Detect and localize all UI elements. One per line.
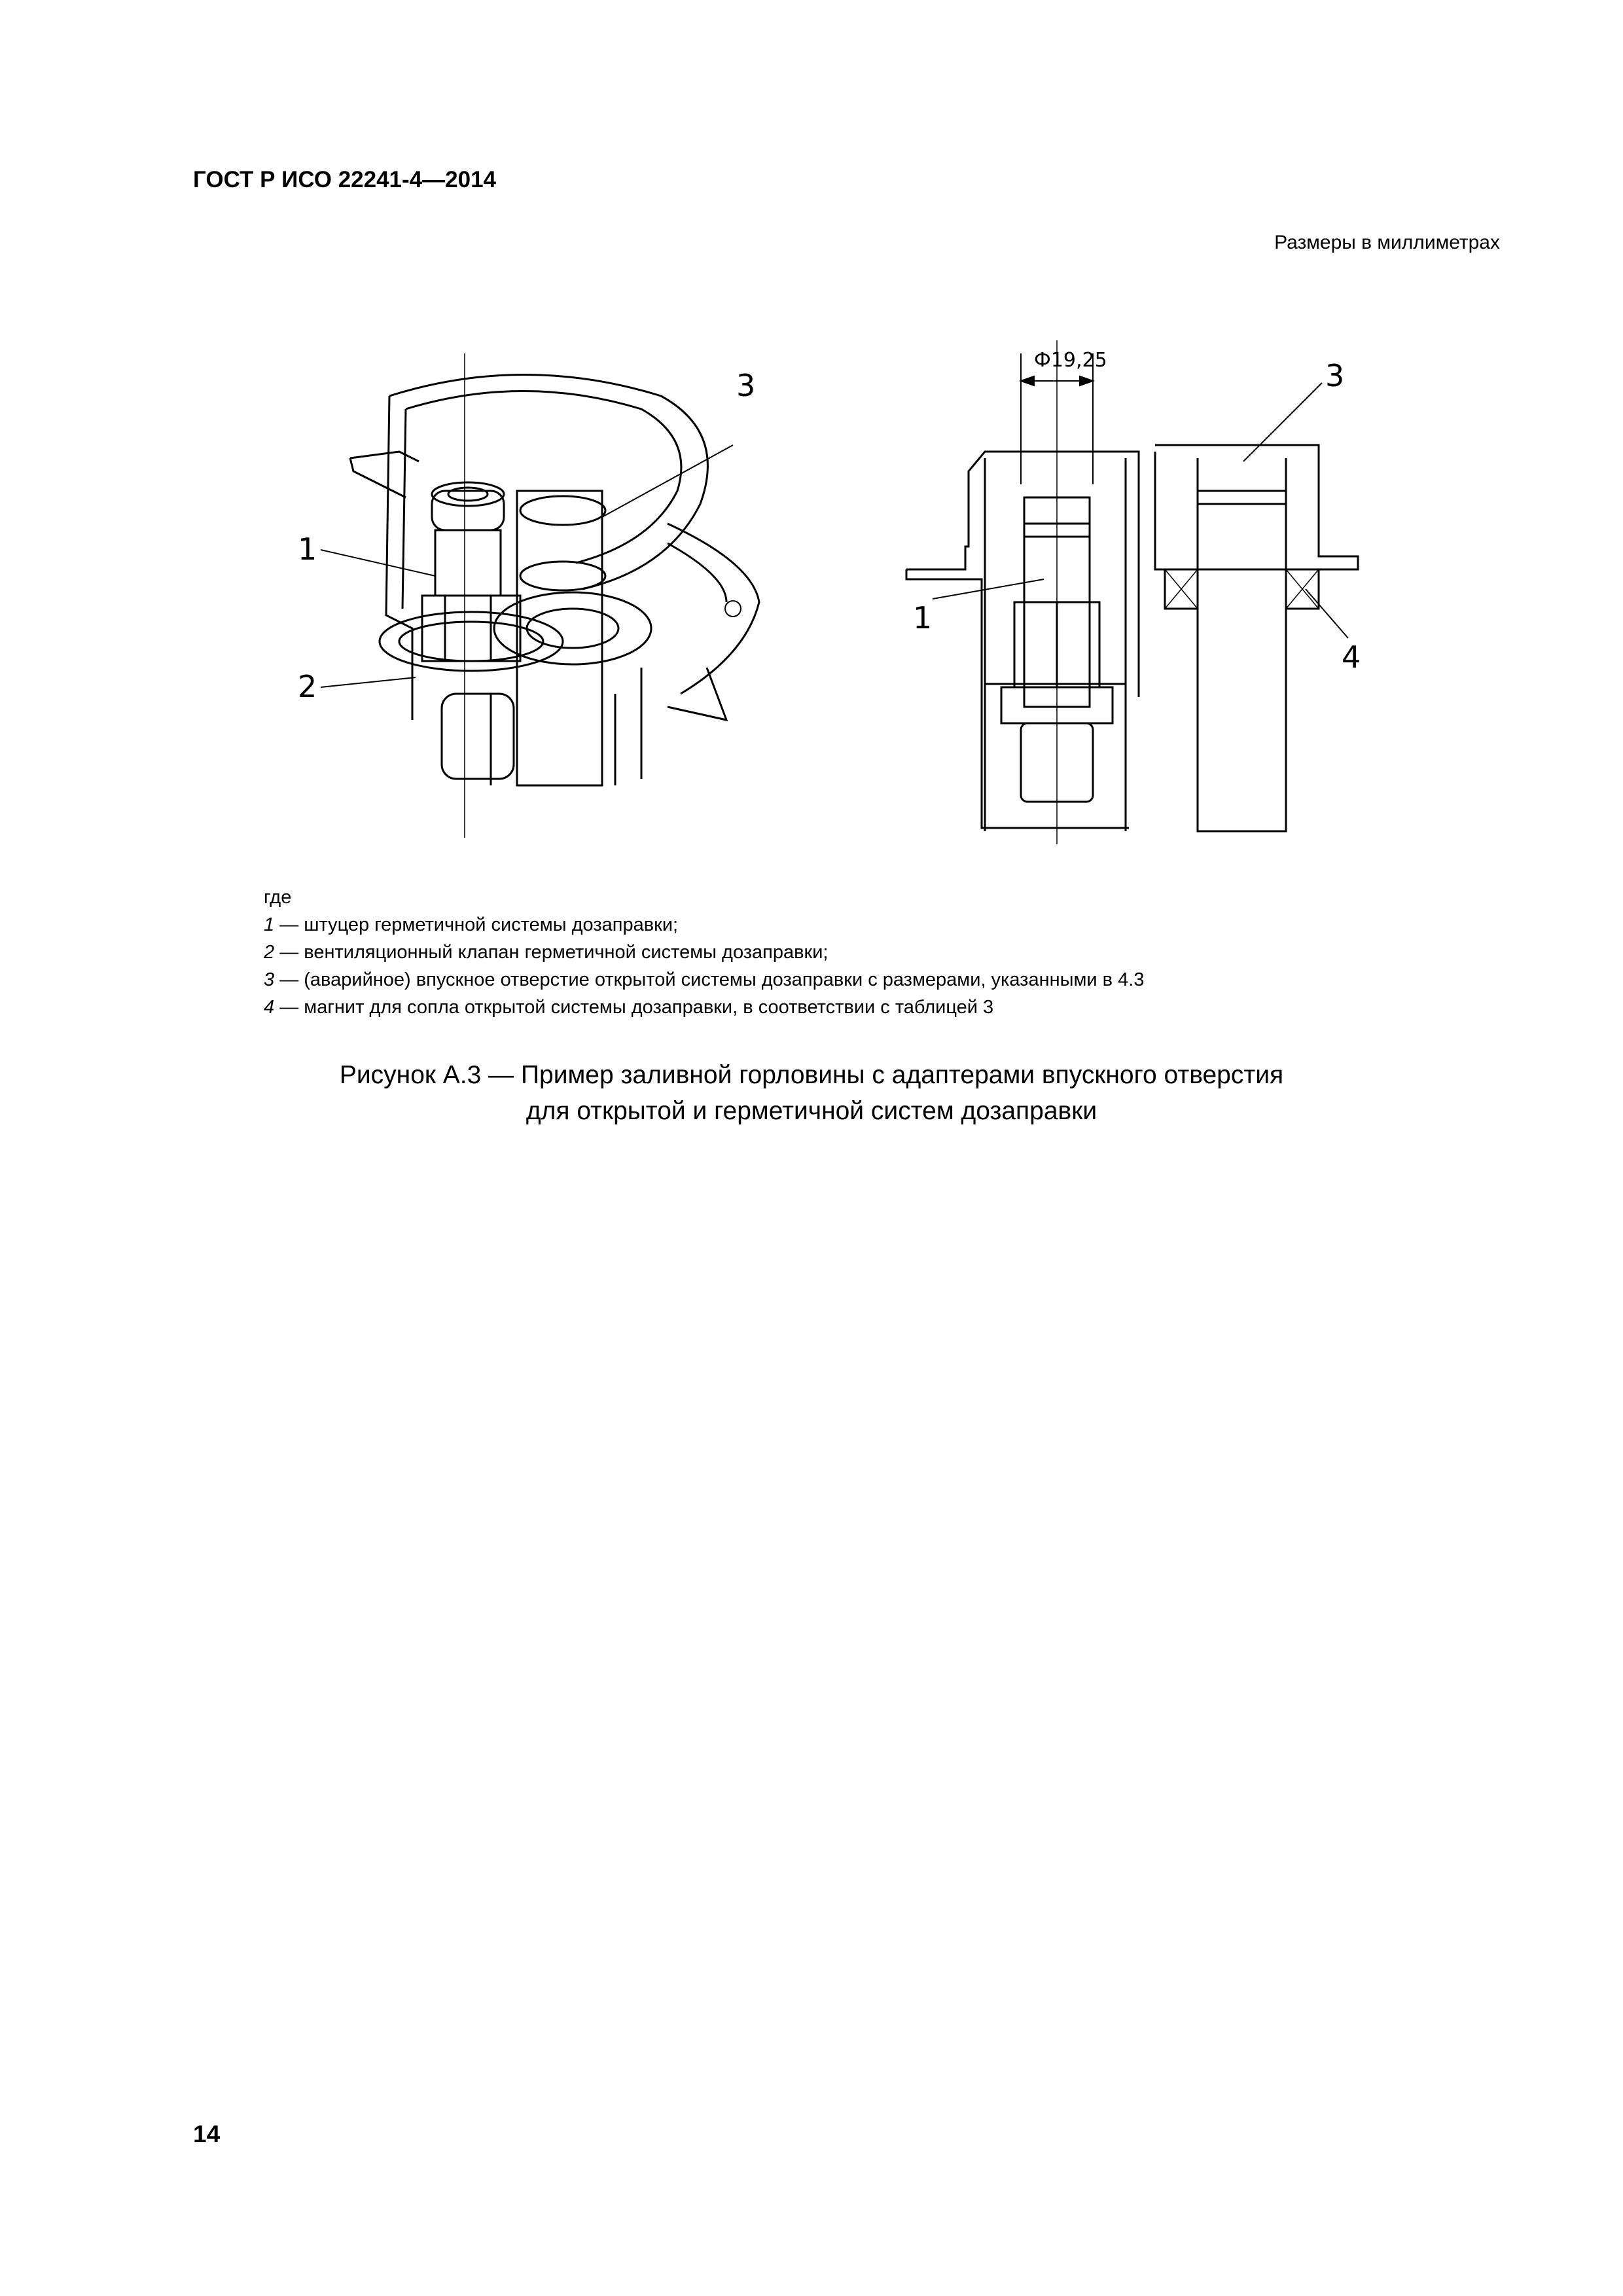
left-view-callouts (321, 445, 733, 687)
legend-item-text: — вентиляционный клапан герметичной системы дозаправки; (274, 942, 829, 963)
diameter-dimension: Ф19,25 (1034, 349, 1107, 372)
callout-1-left: 1 (298, 531, 317, 567)
filler-neck-figure (275, 327, 1400, 851)
legend-item-number: 1 (264, 914, 275, 935)
leader-line-3-right (1243, 383, 1322, 461)
legend-intro: где (264, 887, 292, 908)
legend-item-number: 3 (264, 969, 275, 990)
callout-1-right: 1 (913, 600, 933, 636)
caption-line-1: Рисунок А.3 — Пример заливной горловины с адаптерами впускного отверстия (339, 1061, 1284, 1089)
figure-legend (264, 884, 1144, 1021)
callout-2-left: 2 (298, 669, 317, 704)
page-number: 14 (193, 2121, 221, 2147)
legend-item (264, 911, 1144, 939)
document-header: ГОСТ Р ИСО 22241-4—2014 (193, 167, 496, 192)
callout-3-left: 3 (736, 368, 756, 403)
units-note: Размеры в миллиметрах (1274, 232, 1500, 253)
leader-line-2 (321, 677, 416, 687)
callout-3-right: 3 (1325, 358, 1345, 393)
caption-line-2: для открытой и герметичной систем дозаправки (526, 1097, 1097, 1125)
leader-line-1 (321, 550, 435, 576)
left-isometric-view (350, 353, 759, 838)
legend-item-number: 4 (264, 997, 275, 1018)
legend-item (264, 939, 1144, 966)
callout-4-right: 4 (1342, 639, 1361, 675)
figure-caption (0, 1057, 1623, 1129)
legend-item-text: — (аварийное) впускное отверстие открытой системы дозаправки с размерами, указанными в 4.3 (274, 969, 1145, 990)
legend-item (264, 994, 1144, 1021)
legend-item (264, 966, 1144, 994)
leader-line-4-right (1306, 589, 1348, 638)
leader-line-1-right (933, 579, 1044, 599)
legend-item-number: 2 (264, 942, 275, 963)
right-section-view (906, 340, 1358, 844)
legend-item-text: — штуцер герметичной системы дозаправки; (274, 914, 679, 935)
legend-item-text: — магнит для сопла открытой системы дозаправки, в соответствии с таблицей 3 (274, 997, 994, 1018)
